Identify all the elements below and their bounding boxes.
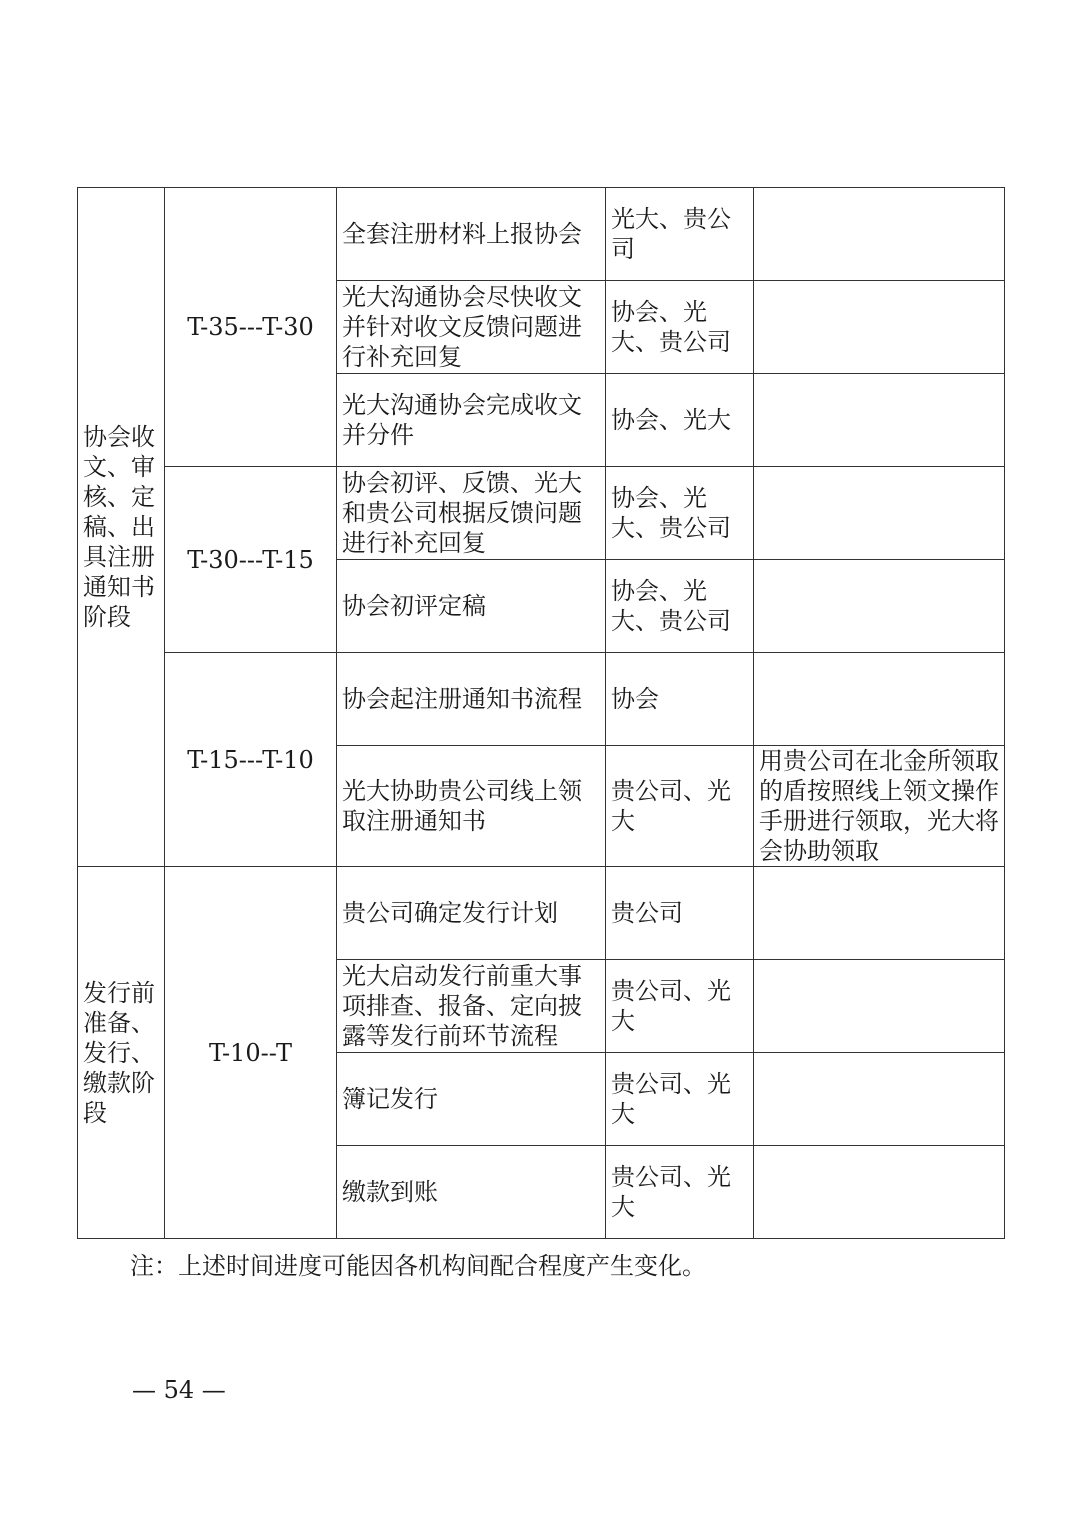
schedule-table — [77, 187, 1005, 1239]
party-cell: 贵公司、光大 — [606, 1146, 754, 1239]
period-cell: T-10--T — [165, 867, 337, 1239]
task-cell: 光大沟通协会完成收文并分件 — [337, 374, 606, 467]
task-cell: 簿记发行 — [337, 1053, 606, 1146]
remark-cell — [754, 281, 1005, 374]
remark-cell — [754, 560, 1005, 653]
task-cell: 全套注册材料上报协会 — [337, 188, 606, 281]
task-cell: 光大协助贵公司线上领取注册通知书 — [337, 746, 606, 867]
party-cell: 贵公司 — [606, 867, 754, 960]
party-cell: 协会、光大、贵公司 — [606, 281, 754, 374]
table-row — [78, 653, 1005, 746]
party-cell: 贵公司、光大 — [606, 1053, 754, 1146]
party-cell: 协会 — [606, 653, 754, 746]
remark-cell — [754, 867, 1005, 960]
task-cell: 光大启动发行前重大事项排查、报备、定向披露等发行前环节流程 — [337, 960, 606, 1053]
remark-cell — [754, 1146, 1005, 1239]
task-cell: 协会起注册通知书流程 — [337, 653, 606, 746]
footnote: 注：上述时间进度可能因各机构间配合程度产生变化。 — [130, 1252, 706, 1280]
remark-cell — [754, 467, 1005, 560]
party-cell: 贵公司、光大 — [606, 746, 754, 867]
remark-cell — [754, 960, 1005, 1053]
remark-cell — [754, 653, 1005, 746]
party-cell: 贵公司、光大 — [606, 960, 754, 1053]
remark-cell — [754, 374, 1005, 467]
stage-cell: 协会收文、审核、定稿、出具注册通知书阶段 — [78, 188, 165, 867]
party-cell: 协会、光大 — [606, 374, 754, 467]
period-cell: T-15---T-10 — [165, 653, 337, 867]
table-row — [78, 467, 1005, 560]
table-row — [78, 867, 1005, 960]
period-cell: T-30---T-15 — [165, 467, 337, 653]
party-cell: 光大、贵公司 — [606, 188, 754, 281]
party-cell: 协会、光大、贵公司 — [606, 467, 754, 560]
remark-cell — [754, 1053, 1005, 1146]
task-cell: 协会初评定稿 — [337, 560, 606, 653]
task-cell: 光大沟通协会尽快收文并针对收文反馈问题进行补充回复 — [337, 281, 606, 374]
table-row — [78, 188, 1005, 281]
task-cell: 协会初评、反馈、光大和贵公司根据反馈问题进行补充回复 — [337, 467, 606, 560]
page-number: — 54 — — [132, 1376, 226, 1404]
task-cell: 贵公司确定发行计划 — [337, 867, 606, 960]
party-cell: 协会、光大、贵公司 — [606, 560, 754, 653]
remark-cell: 用贵公司在北金所领取的盾按照线上领文操作手册进行领取，光大将会协助领取 — [754, 746, 1005, 867]
stage-cell: 发行前准备、发行、缴款阶段 — [78, 867, 165, 1239]
period-cell: T-35---T-30 — [165, 188, 337, 467]
remark-cell — [754, 188, 1005, 281]
task-cell: 缴款到账 — [337, 1146, 606, 1239]
